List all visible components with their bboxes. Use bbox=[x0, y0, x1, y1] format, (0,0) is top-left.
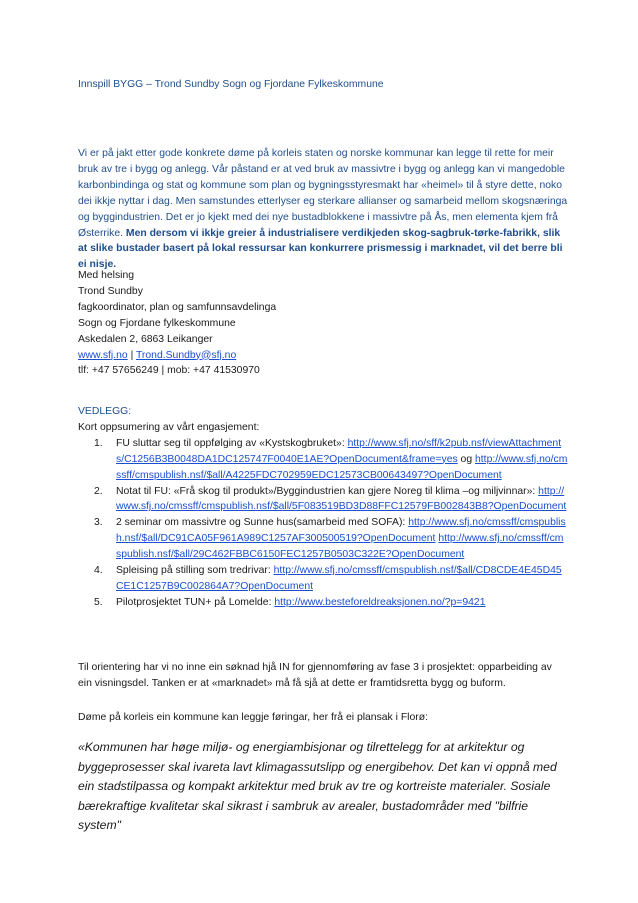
attachment-number: 4. bbox=[94, 565, 103, 577]
attachment-item bbox=[78, 436, 568, 484]
attachment-text: Pilotprosjektet TUN+ på Lomelde: bbox=[116, 596, 275, 608]
plan-quote: «Kommunen har høge miljø- og energiambisjonar og tilrettelegg for at arkitektur og byggeprosesser skal ivareta lavt klimagassutslipp og energibehov. Det kan vi oppnå med ein stadstilpassa og kompakt arkitektur med bruk av tre og kortreiste materialer. Sosiale bærekraftige kvalitetar skal sikrast i sambruk av arealer, bustadområder med "bilfrie system" bbox=[78, 740, 557, 833]
attachment-text: Notat til FU: «Frå skog til produkt»/Byggindustrien kan gjere Noreg til klima –og miljvinnar»: bbox=[116, 485, 539, 497]
attachments-intro: Kort oppsumering av vårt engasjement: bbox=[78, 421, 260, 433]
signature-name: Trond Sundby bbox=[78, 285, 143, 297]
attachment-number: 2. bbox=[94, 485, 103, 497]
signature-phone: tlf: +47 57656249 | mob: +47 41530970 bbox=[78, 365, 260, 377]
attachment-link[interactable]: http://www.sfj.no/cmssff/cmspublish.nsf/$all/A4225FDC702959EDC12573CB00643497?OpenDocument bbox=[116, 453, 568, 481]
attachment-item bbox=[78, 515, 568, 563]
signature-address: Askedalen 2, 6863 Leikanger bbox=[78, 333, 213, 345]
attachment-item bbox=[78, 563, 568, 595]
email-link[interactable]: Trond.Sundby@sfj.no bbox=[135, 349, 237, 361]
signature-links bbox=[78, 348, 568, 364]
attachment-item bbox=[78, 484, 568, 516]
attachment-number: 3. bbox=[94, 517, 103, 529]
attachment-text: Spleising på stilling som tredrivar: bbox=[116, 565, 274, 577]
attachment-link[interactable]: http://www.besteforeldreaksjonen.no/?p=9421 bbox=[274, 596, 486, 608]
attachment-link[interactable]: http://www.sfj.no/cmssff/cmspublish.nsf/$all/5F083519BD3D88FFC12579FB002843B8?OpenDocument bbox=[116, 485, 567, 513]
link-separator: | bbox=[130, 349, 134, 361]
document-header: Innspill BYGG – Trond Sundby Sogn og Fjordane Fylkeskommune bbox=[78, 79, 384, 90]
attachment-link[interactable]: http://www.sfj.no/sff/k2pub.nsf/viewAttachments/C1256B3B0048DA1DC125747F0040E1AE?OpenDocument&frame=yes bbox=[116, 437, 562, 465]
website-link[interactable]: www.sfj.no bbox=[78, 349, 128, 361]
attachments-list bbox=[78, 436, 568, 611]
intro-paragraph bbox=[78, 146, 568, 273]
attachment-number: 1. bbox=[94, 437, 103, 449]
signature-block bbox=[78, 268, 568, 379]
attachment-link[interactable]: http://www.sfj.no/cmssff/cmspublish.nsf/$all/CD8CDE4E45D45CE1C1257B9C002864A7?OpenDocument bbox=[116, 565, 562, 592]
example-intro: Døme på korleis ein kommune kan leggje føringar, her frå ei plansak i Florø: bbox=[78, 712, 428, 723]
attachment-link[interactable]: http://www.sfj.no/cmssff/cmspublish.nsf/$all/29C462FBBC6150FEC1257B0503C322E?OpenDocument bbox=[116, 533, 564, 561]
attachment-number: 5. bbox=[94, 596, 103, 608]
signature-title: fagkoordinator, plan og samfunnsavdelinga bbox=[78, 301, 277, 313]
attachment-text: FU sluttar seg til oppfølging av «Kystskogbruket»: bbox=[116, 437, 348, 449]
intro-bold-text: Men dersom vi ikkje greier å industrialisere verdikjeden skog-sagbruk-tørke-fabrikk, slik at slike bustader basert på lokal ressursar kan konkurrere prismessig i marknadet, vil det berre bli ei nisje. bbox=[78, 227, 563, 271]
attachment-conjunction: og bbox=[457, 453, 476, 465]
attachments-section bbox=[78, 404, 568, 611]
intro-text: Vi er på jakt etter gode konkrete døme på korleis staten og norske kommunar kan legge til rette for meir bruk av tre i bygg og anlegg. Vår påstand er at ved bruk av massivtre i bygg og anlegg kan vi mangedoble karbonbindinga og stat og kommune som plan og bygningsstyresmakt har «heimel» til å styre dette, noko dei ikkje nyttar i dag. Men samstundes etterlyser eg sterkare allianser og samarbeid mellom skogsnæringa og byggindustrien. Det er jo kjekt med dei nye bustadblokkene i massivtre på Ås, men elementa kjem frå Østerrike. bbox=[78, 148, 568, 239]
attachments-heading: VEDLEGG: bbox=[78, 406, 132, 417]
orientation-paragraph: Til orientering har vi no inne ein søknad hjå IN for gjennomføring av fase 3 i prosjektet: opparbeiding av ein visningsdel. Tanken er at «marknadet» må få sjå at dette er framtidsretta bygg og buform. bbox=[78, 662, 552, 689]
attachment-text: 2 seminar om massivtre og Sunne hus(samarbeid med SOFA): bbox=[116, 517, 409, 529]
signature-org: Sogn og Fjordane fylkeskommune bbox=[78, 317, 236, 329]
signature-greeting: Med helsing bbox=[78, 270, 135, 281]
attachment-link[interactable]: http://www.sfj.no/cmssff/cmspublish.nsf/$all/DC91CA05F961A989C1257AF300500519?OpenDocument bbox=[116, 517, 566, 545]
attachment-item bbox=[78, 595, 568, 611]
